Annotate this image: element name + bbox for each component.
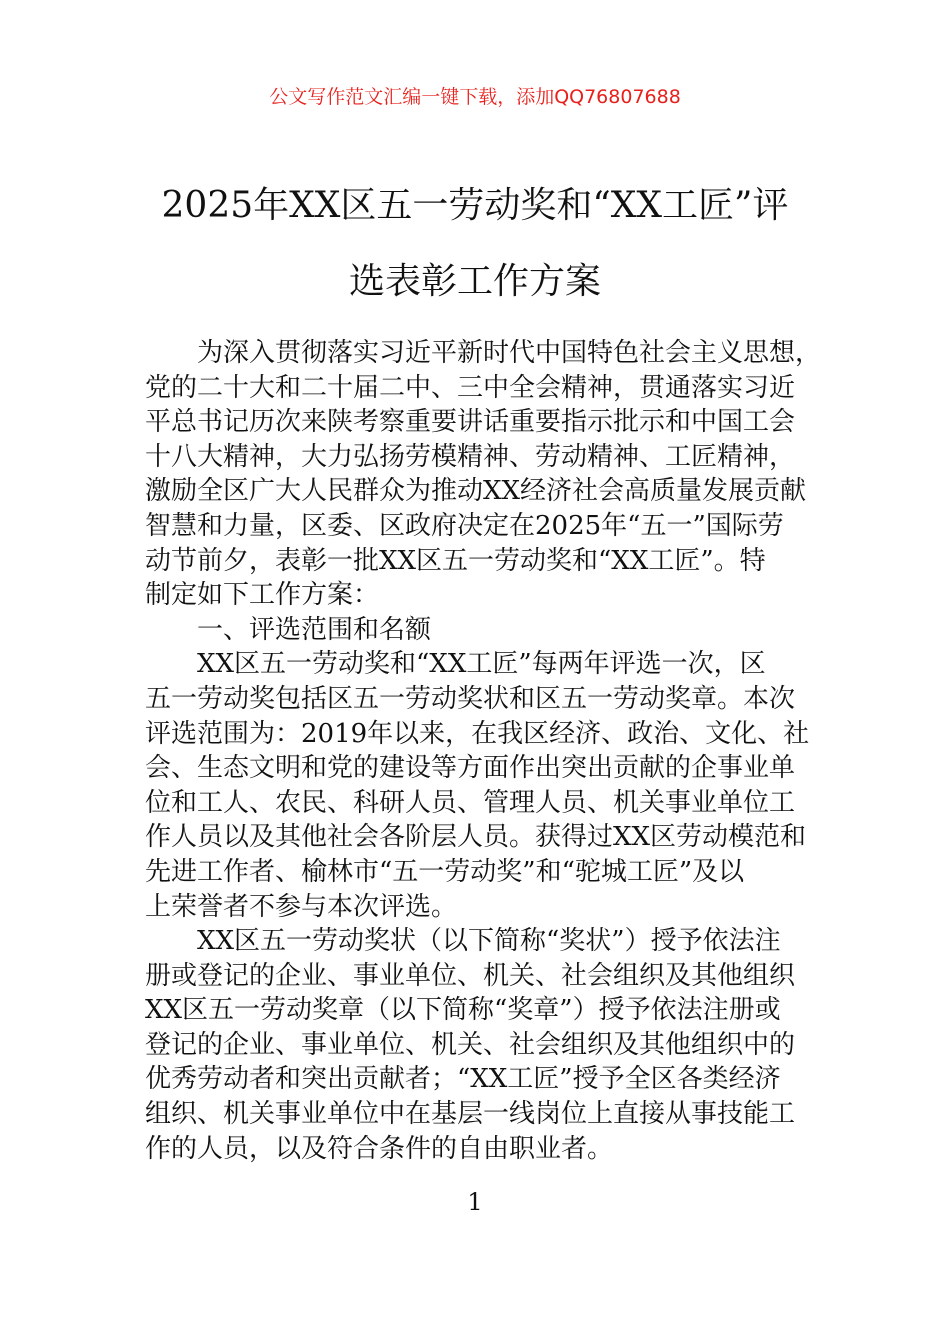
paragraph-line: XX区五一劳动奖和“XX工匠”每两年评选一次，区 bbox=[197, 649, 766, 680]
paragraph-line: XX区五一劳动奖状（以下简称“奖状”）授予依法注 bbox=[197, 926, 781, 957]
paragraph-line: 作的人员，以及符合条件的自由职业者。 bbox=[145, 1133, 614, 1164]
document-body bbox=[145, 336, 822, 1166]
paragraph-line: 为深入贯彻落实习近平新时代中国特色社会主义思想， bbox=[197, 338, 822, 368]
paragraph-line: 五一劳动奖包括区五一劳动奖状和区五一劳动奖章。本次 bbox=[145, 683, 796, 714]
paragraph-line: 组织、机关事业单位中在基层一线岗位上直接从事技能工 bbox=[145, 1099, 796, 1130]
paragraph-line: 党的二十大和二十届二中、三中全会精神，贯通落实习近 bbox=[145, 372, 796, 403]
paragraph-line: 动节前夕，表彰一批XX区五一劳动奖和“XX工匠”。特 bbox=[145, 545, 766, 576]
paragraph-line: 会、生态文明和党的建设等方面作出突出贡献的企事业单 bbox=[145, 753, 796, 784]
paragraph-line: 制定如下工作方案： bbox=[145, 580, 380, 611]
paragraph-line: 上荣誉者不参与本次评选。 bbox=[145, 891, 458, 922]
paragraph-line: 登记的企业、事业单位、机关、社会组织及其他组织中的 bbox=[145, 1029, 796, 1060]
paragraph-line: 平总书记历次来陕考察重要讲话重要指示批示和中国工会 bbox=[145, 407, 796, 438]
download-banner: 公文写作范文汇编一键下载，添加QQ76807688 bbox=[269, 86, 681, 108]
page-number: 1 bbox=[467, 1188, 483, 1216]
paragraph-line: 优秀劳动者和突出贡献者；“XX工匠”授予全区各类经济 bbox=[145, 1064, 781, 1095]
title-line-2: 选表彰工作方案 bbox=[348, 261, 601, 302]
paragraph-line: 激励全区广大人民群众为推动XX经济社会高质量发展贡献 bbox=[145, 476, 807, 507]
paragraph-line: 十八大精神，大力弘扬劳模精神、劳动精神、工匠精神， bbox=[145, 441, 796, 472]
document-title bbox=[60, 168, 890, 320]
paragraph-line: 智慧和力量，区委、区政府决定在2025年“五一”国际劳 bbox=[145, 510, 784, 541]
paragraph-line: 作人员以及其他社会各阶层人员。获得过XX区劳动模范和 bbox=[145, 822, 807, 853]
paragraph-line: 评选范围为：2019年以来，在我区经济、政治、文化、社 bbox=[145, 718, 810, 749]
section-heading: 一、评选范围和名额 bbox=[197, 614, 432, 645]
paragraph-line: 先进工作者、榆林市“五一劳动奖”和“驼城工匠”及以 bbox=[145, 856, 745, 887]
title-line-1: 2025年XX区五一劳动奖和“XX工匠”评 bbox=[161, 185, 789, 226]
paragraph-line: XX区五一劳动奖章（以下简称“奖章”）授予依法注册或 bbox=[145, 995, 781, 1026]
paragraph-line: 位和工人、农民、科研人员、管理人员、机关事业单位工 bbox=[145, 787, 796, 818]
paragraph-line: 册或登记的企业、事业单位、机关、社会组织及其他组织 bbox=[145, 960, 796, 991]
